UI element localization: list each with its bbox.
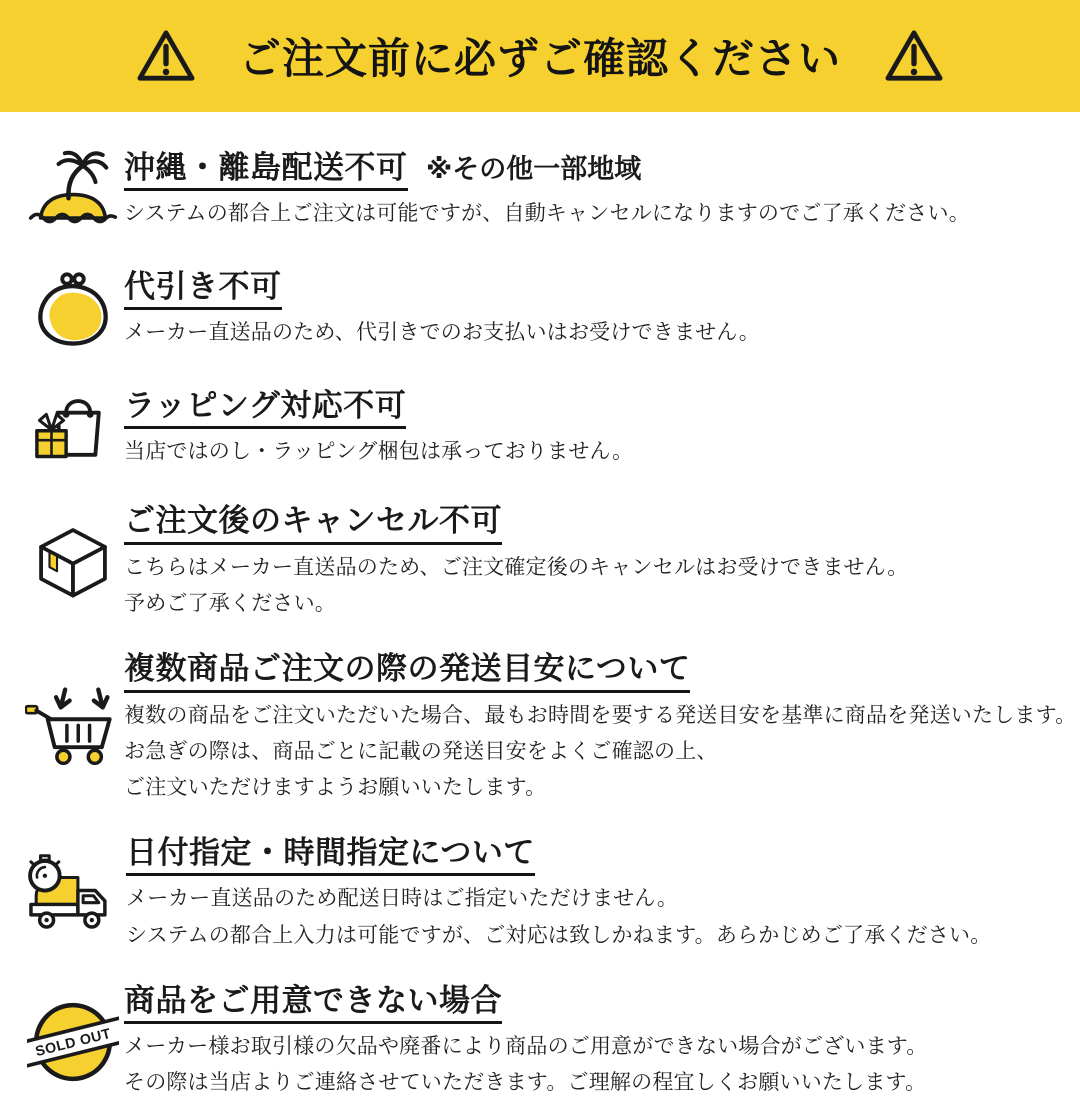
section-body-line: メーカー直送品のため配送日時はご指定いただけません。 [126, 887, 679, 911]
palm-island-icon-slot [24, 146, 122, 236]
section-title: 商品をご用意できない場合 [124, 983, 502, 1025]
section-no-cod [24, 265, 1060, 355]
section-title-row [124, 388, 1060, 430]
coin-purse-icon-slot [24, 265, 122, 355]
section-title-row [124, 269, 1060, 311]
section-title-row [124, 983, 1060, 1025]
section-body [124, 550, 1060, 622]
section-title-row [124, 150, 1060, 192]
section-body-line: 複数の商品をご注文いただいた場合、最もお時間を要する発送目安を基準に商品を発送いたします。 [124, 703, 1077, 727]
section-body-line: 予めご了承ください。 [124, 591, 336, 615]
section-title-row [126, 835, 1060, 877]
truck-timer-icon [24, 850, 124, 938]
truck-timer-icon-slot [24, 850, 124, 938]
section-title-row [124, 503, 1060, 545]
section-title: 複数商品ご注文の際の発送目安について [124, 651, 690, 693]
section-body-line: 当店ではのし・ラッピング梱包は承っておりません。 [124, 440, 634, 464]
section-body [124, 315, 1060, 351]
section-body-line: メーカー様お取引様の欠品や廃番により商品のご用意ができない場合がございます。 [124, 1035, 928, 1059]
sold-out-icon [27, 996, 119, 1088]
section-title: ラッピング対応不可 [124, 388, 406, 430]
section-body [124, 434, 1060, 470]
coin-purse-icon [30, 265, 116, 355]
palm-island-icon [28, 146, 118, 236]
section-body [124, 196, 1060, 232]
section-body [124, 698, 1077, 806]
warning-triangle-icon [883, 28, 945, 84]
section-body-line: その際は当店よりご連絡させていただきます。ご理解の程宜しくお願いいたします。 [124, 1071, 927, 1095]
section-item-unavailable [24, 983, 1060, 1102]
sold-out-icon-slot [24, 996, 122, 1088]
warning-triangle-icon [135, 28, 197, 84]
section-body-line: ご注文いただけますようお願いいたします。 [124, 775, 547, 799]
section-body-line: こちらはメーカー直送品のため、ご注文確定後のキャンセルはお受けできません。 [124, 555, 909, 579]
banner-title: ご注文前に必ずご確認ください [238, 35, 841, 82]
section-title: ご注文後のキャンセル不可 [124, 503, 502, 545]
section-title: 沖縄・離島配送不可 [124, 150, 408, 192]
section-title-row [124, 651, 1060, 693]
section-title: 代引き不可 [124, 269, 282, 311]
package-box-icon [31, 517, 115, 607]
section-no-cancel [24, 503, 1060, 622]
section-no-wrapping [24, 384, 1060, 474]
package-box-icon-slot [24, 517, 122, 607]
section-body-line: システムの都合上ご注文は可能ですが、自動キャンセルになりますのでご了承ください。 [124, 202, 970, 226]
section-body [124, 1029, 1060, 1101]
section-multiple-items-shipping [24, 650, 1077, 806]
cart-icon [25, 684, 121, 772]
gift-bag-icon [30, 384, 116, 474]
section-body-line: お急ぎの際は、商品ごとに記載の発送目安をよくご確認の上、 [124, 739, 718, 763]
gift-bag-icon-slot [24, 384, 122, 474]
section-body-line: システムの都合上入力は可能ですが、ご対応は致しかねます。あらかじめご了承ください。 [126, 923, 992, 947]
confirmation-banner [0, 0, 1080, 112]
section-okinawa-remote-islands [24, 146, 1060, 236]
notice-sections [0, 112, 1080, 1102]
section-body-line: メーカー直送品のため、代引きでのお支払いはお受けできません。 [124, 321, 760, 345]
section-body [126, 881, 1060, 953]
section-title: 日付指定・時間指定について [126, 835, 535, 877]
sold-out-label: SOLD OUT [33, 1026, 113, 1061]
cart-icon-slot [24, 684, 122, 772]
section-date-time-designation [24, 835, 1060, 954]
section-title-suffix: ※その他一部地域 [425, 153, 642, 184]
